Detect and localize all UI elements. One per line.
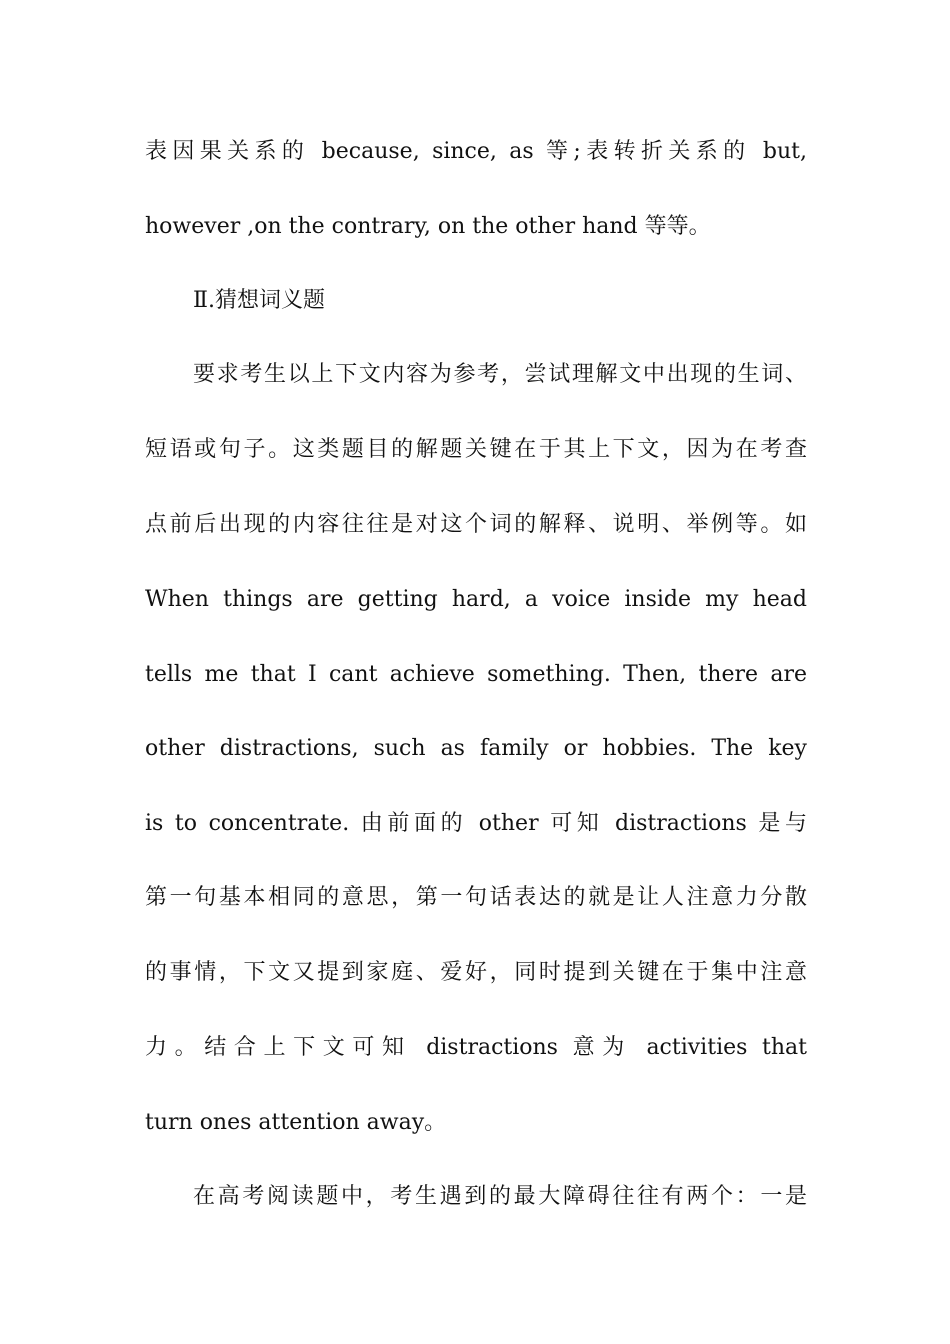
text-line-11: 第一句基本相同的意思，第一句话表达的就是让人注意力分散	[145, 885, 807, 910]
text-line-13: 力。结合上下文可知 distractions 意为 activities that	[145, 1035, 807, 1060]
text-line-7: When things are getting hard, a voice inside my head	[145, 587, 807, 612]
text-line-14: turn ones attention away。	[145, 1110, 447, 1135]
text-line-1: 表因果关系的 because, since, as 等;表转折关系的 but,	[145, 139, 807, 164]
text-line-8: tells me that I cant achieve something. Then, there are	[145, 662, 807, 687]
text-line-4: 要求考生以上下文内容为参考，尝试理解文中出现的生词、	[193, 362, 807, 387]
text-line-6: 点前后出现的内容往往是对这个词的解释、说明、举例等。如	[145, 512, 807, 537]
text-line-12: 的事情，下文又提到家庭、爱好，同时提到关键在于集中注意	[145, 960, 807, 985]
text-line-9: other distractions, such as family or hobbies. The key	[145, 736, 807, 761]
text-line-10: is to concentrate. 由前面的 other 可知 distractions 是与	[145, 811, 807, 836]
text-line-5: 短语或句子。这类题目的解题关键在于其上下文，因为在考查	[145, 437, 807, 462]
text-line-15: 在高考阅读题中，考生遇到的最大障碍往往有两个：一是	[193, 1184, 807, 1209]
text-line-2: however ,on the contrary, on the other hand 等等。	[145, 214, 711, 239]
section-heading: Ⅱ.猜想词义题	[193, 288, 325, 313]
